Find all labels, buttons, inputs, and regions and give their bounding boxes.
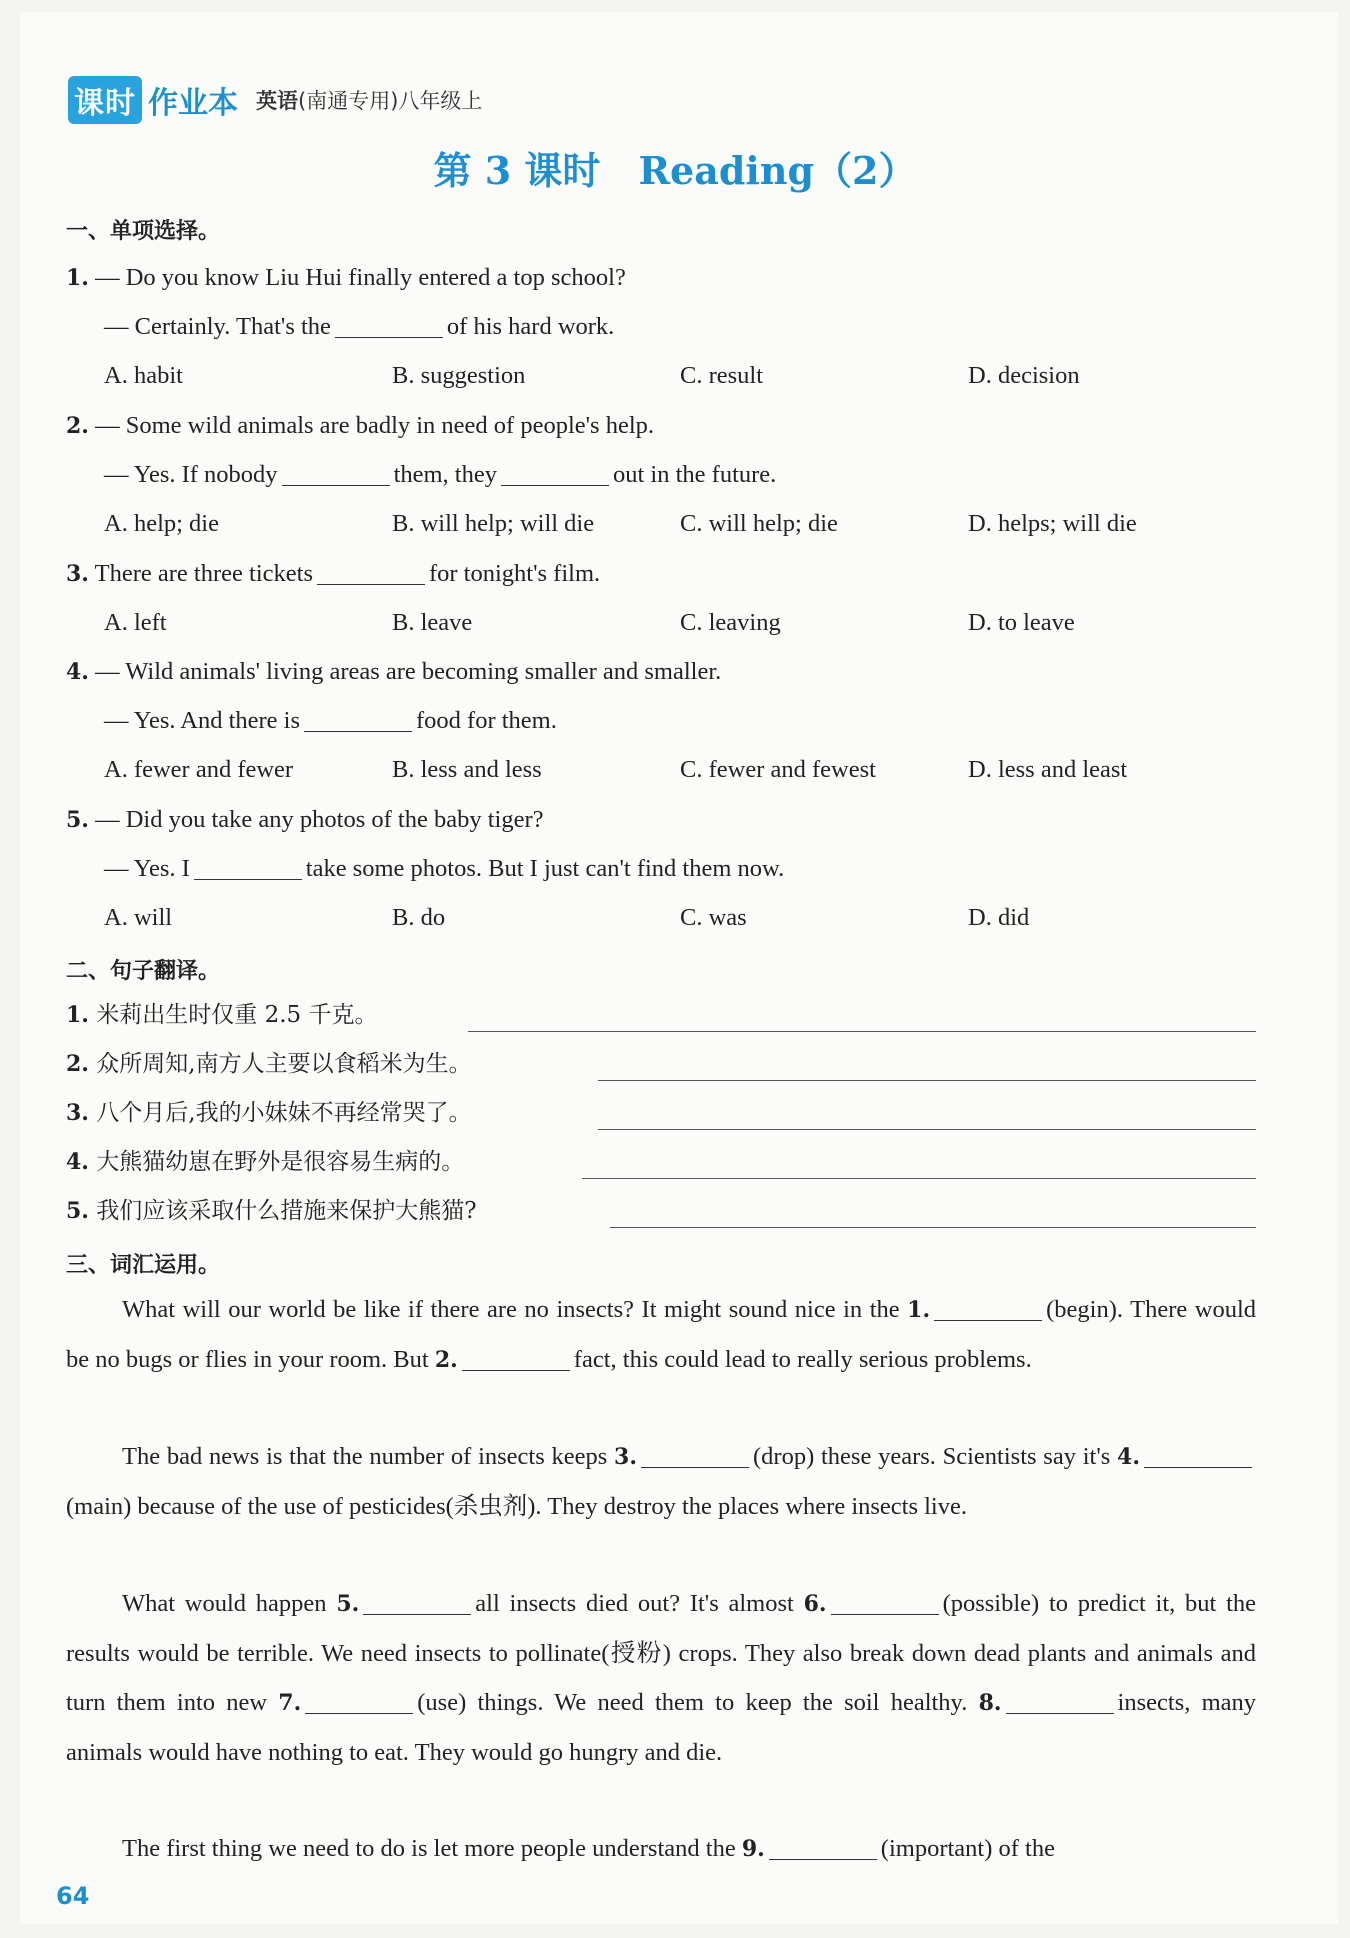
question-2-line2: — Yes. If nobody them, they out in the future. — [104, 461, 777, 488]
translation-item-3: 3. 八个月后,我的小妹妹不再经常哭了。 — [66, 1100, 472, 1126]
option-b[interactable]: B. suggestion — [392, 362, 526, 389]
translation-item-5: 5. 我们应该采取什么措施来保护大熊猫? — [66, 1198, 477, 1224]
answer-line[interactable] — [598, 1129, 1256, 1130]
question-1-line2: — Certainly. That's the of his hard work. — [104, 313, 615, 340]
option-c[interactable]: C. leaving — [680, 609, 781, 636]
option-a[interactable]: A. help; die — [104, 510, 219, 537]
translation-item-4: 4. 大熊猫幼崽在野外是很容易生病的。 — [66, 1149, 465, 1175]
answer-blank[interactable] — [317, 562, 425, 585]
answer-blank[interactable] — [335, 315, 443, 338]
answer-blank[interactable] — [1006, 1691, 1114, 1714]
translation-item-2: 2. 众所周知,南方人主要以食稻米为生。 — [66, 1051, 472, 1077]
option-d[interactable]: D. decision — [968, 362, 1080, 389]
option-a[interactable]: A. fewer and fewer — [104, 756, 294, 783]
answer-blank[interactable] — [641, 1445, 749, 1468]
question-3-line1: 3. There are three tickets for tonight's film. — [66, 560, 601, 587]
brand-name: 作业本 — [148, 86, 238, 121]
answer-blank[interactable] — [194, 857, 302, 880]
question-5-line2: — Yes. I take some photos. But I just can't find them now. — [104, 855, 785, 882]
section-heading-choice: 一、单项选择。 — [66, 219, 221, 244]
option-b[interactable]: B. do — [392, 904, 446, 931]
option-c[interactable]: C. will help; die — [680, 510, 838, 537]
question-2-line1: 2. — Some wild animals are badly in need of people's help. — [66, 412, 655, 439]
option-c[interactable]: C. was — [680, 904, 747, 931]
book-subject: 英语(南通专用)八年级上 — [256, 89, 483, 113]
cloze-paragraph-3: What would happen 5. all insects died out? It's almost 6. (possible) to predict it, but the results would be terrible. We need insects to pollinate(授粉) crops. They also break down dead plants and animals and turn them into new 7. (use) things. We need them to keep the soil healthy. 8. insects, many animals would have nothing to eat. They would go hungry and die. — [66, 1590, 1257, 1766]
translation-item-1: 1. 米莉出生时仅重 2.5 千克。 — [66, 1002, 378, 1028]
answer-blank[interactable] — [462, 1348, 570, 1371]
page-number: 64 — [56, 1882, 90, 1910]
answer-blank[interactable] — [1144, 1445, 1252, 1468]
answer-blank[interactable] — [831, 1592, 939, 1615]
answer-blank[interactable] — [305, 1691, 413, 1714]
answer-blank[interactable] — [769, 1837, 877, 1860]
option-d[interactable]: D. helps; will die — [968, 510, 1137, 537]
answer-line[interactable] — [598, 1080, 1256, 1081]
brand-logo-mark: 课时 — [68, 76, 142, 124]
answer-line[interactable] — [582, 1178, 1256, 1179]
answer-blank[interactable] — [282, 463, 390, 486]
question-4-line2: — Yes. And there is food for them. — [104, 707, 557, 734]
option-d[interactable]: D. to leave — [968, 609, 1075, 636]
answer-blank[interactable] — [501, 463, 609, 486]
question-1-line1: 1. — Do you know Liu Hui finally entered a top school? — [66, 264, 626, 291]
option-d[interactable]: D. less and least — [968, 756, 1128, 783]
option-a[interactable]: A. will — [104, 904, 173, 931]
cloze-paragraph-4: The first thing we need to do is let more people understand the 9. (important) of the — [122, 1835, 1055, 1862]
answer-blank[interactable] — [304, 709, 412, 732]
option-c[interactable]: C. result — [680, 362, 764, 389]
option-b[interactable]: B. less and less — [392, 756, 542, 783]
lesson-title: 第 3 课时 Reading（2） — [433, 148, 917, 193]
question-5-line1: 5. — Did you take any photos of the baby tiger? — [66, 806, 544, 833]
section-heading-vocabulary: 三、词汇运用。 — [66, 1253, 221, 1278]
cloze-paragraph-2: The bad news is that the number of insects keeps 3. (drop) these years. Scientists say it's 4.(main) because of the use of pesticides(杀虫剂). They destroy the places where insects live. — [66, 1432, 1256, 1531]
answer-line[interactable] — [610, 1227, 1256, 1228]
answer-line[interactable] — [468, 1031, 1256, 1032]
option-a[interactable]: A. left — [104, 609, 167, 636]
question-4-line1: 4. — Wild animals' living areas are becoming smaller and smaller. — [66, 658, 722, 685]
answer-blank[interactable] — [363, 1592, 471, 1615]
option-a[interactable]: A. habit — [104, 362, 183, 389]
option-d[interactable]: D. did — [968, 904, 1030, 931]
book-brand — [68, 78, 482, 122]
answer-blank[interactable] — [934, 1298, 1042, 1321]
option-b[interactable]: B. leave — [392, 609, 473, 636]
cloze-paragraph-1: What will our world be like if there are no insects? It might sound nice in the 1. (begin). There would be no bugs or flies in your room. But 2. fact, this could lead to really serious problems. — [66, 1296, 1256, 1373]
section-heading-translation: 二、句子翻译。 — [66, 959, 221, 984]
option-b[interactable]: B. will help; will die — [392, 510, 595, 537]
option-c[interactable]: C. fewer and fewest — [680, 756, 876, 783]
